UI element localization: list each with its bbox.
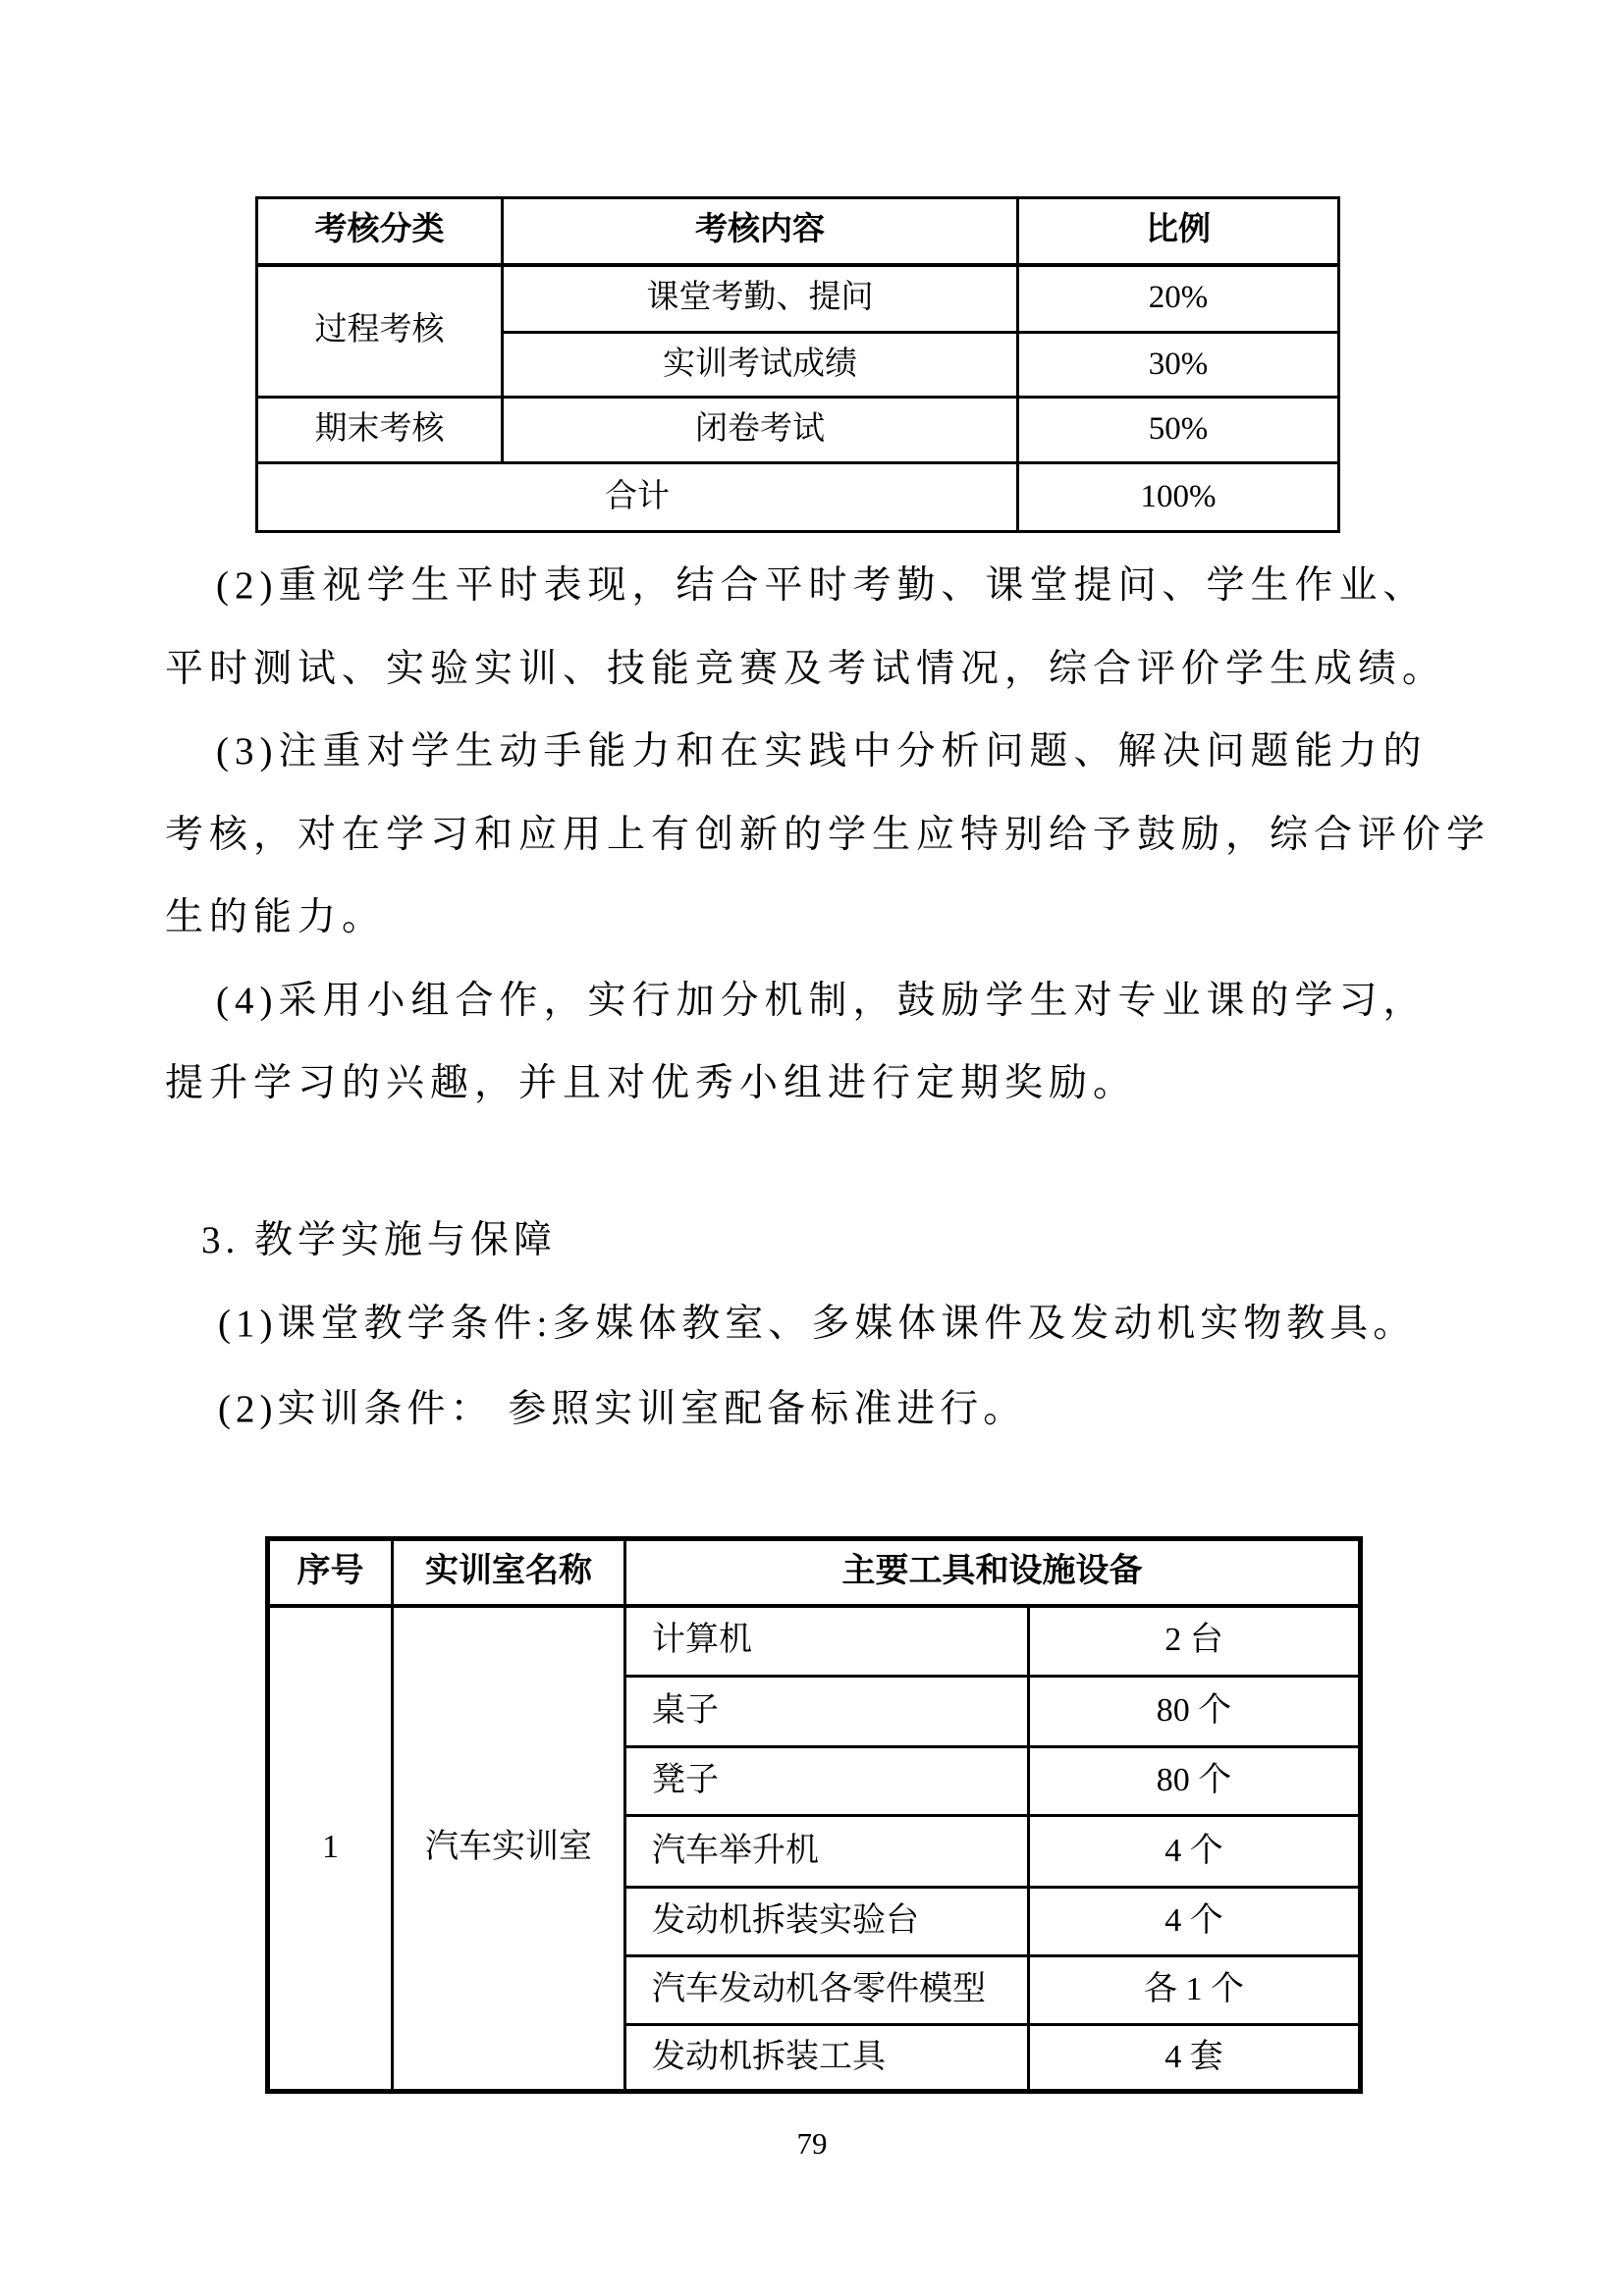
equipment-name-cell: 汽车举升机 — [625, 1816, 1029, 1888]
ratio-cell: 20% — [1018, 265, 1339, 333]
training-header-row — [268, 1539, 1361, 1606]
content-cell: 实训考试成绩 — [503, 333, 1018, 398]
equipment-name-cell: 汽车发动机各零件模型 — [625, 1956, 1029, 2025]
header-content: 考核内容 — [503, 198, 1018, 265]
header-room-name: 实训室名称 — [393, 1539, 625, 1606]
paragraph-line: 提升学习的兴趣，并且对优秀小组进行定期奖励。 — [165, 1062, 1138, 1104]
equipment-row — [268, 1606, 1361, 1677]
training-room-table — [265, 1536, 1363, 2094]
table-row — [257, 265, 1339, 333]
paragraph-line: (3)注重对学生动手能力和在实践中分析问题、解决问题能力的 — [216, 730, 1428, 773]
table-row-total — [257, 463, 1339, 532]
equipment-qty-cell: 80 个 — [1029, 1747, 1361, 1816]
header-ratio: 比例 — [1018, 198, 1339, 265]
assessment-table — [255, 196, 1340, 533]
header-tools: 主要工具和设施设备 — [625, 1539, 1361, 1606]
body-paragraphs — [165, 545, 1491, 1126]
equipment-qty-cell: 4 套 — [1029, 2025, 1361, 2092]
paragraph-line: 生的能力。 — [165, 896, 387, 938]
page-number: 79 — [796, 2126, 828, 2161]
room-name-cell: 汽车实训室 — [393, 1606, 625, 2092]
paragraph-line: (2)重视学生平时表现，结合平时考勤、课堂提问、学生作业、 — [216, 564, 1428, 607]
paragraph-line: 考核，对在学习和应用上有创新的学生应特别给予鼓励，综合评价学 — [165, 813, 1491, 856]
total-label-cell: 合计 — [257, 463, 1018, 532]
row-number-cell: 1 — [268, 1606, 393, 2092]
equipment-qty-cell: 80 个 — [1029, 1677, 1361, 1747]
header-category: 考核分类 — [257, 198, 503, 265]
section-item-2: (2)实训条件： 参照实训室配备标准进行。 — [218, 1388, 1027, 1430]
paragraph-line: (4)采用小组合作，实行加分机制，鼓励学生对专业课的学习， — [216, 979, 1428, 1022]
content-cell: 闭卷考试 — [503, 398, 1018, 463]
assessment-header-row — [257, 198, 1339, 265]
equipment-qty-cell: 各 1 个 — [1029, 1956, 1361, 2025]
equipment-name-cell: 桌子 — [625, 1677, 1029, 1747]
ratio-cell: 50% — [1018, 398, 1339, 463]
category-process-cell: 过程考核 — [257, 265, 503, 398]
equipment-name-cell: 计算机 — [625, 1606, 1029, 1677]
paragraph-line: 平时测试、实验实训、技能竞赛及考试情况，综合评价学生成绩。 — [165, 647, 1447, 690]
category-final-cell: 期末考核 — [257, 398, 503, 463]
table-row — [257, 398, 1339, 463]
equipment-name-cell: 发动机拆装实验台 — [625, 1888, 1029, 1956]
equipment-name-cell: 凳子 — [625, 1747, 1029, 1816]
equipment-name-cell: 发动机拆装工具 — [625, 2025, 1029, 2092]
section-heading: 3. 教学实施与保障 — [201, 1219, 558, 1261]
section-item-1: (1)课堂教学条件:多媒体教室、多媒体课件及发动机实物教具。 — [218, 1303, 1417, 1345]
content-cell: 课堂考勤、提问 — [503, 265, 1018, 333]
equipment-qty-cell: 4 个 — [1029, 1816, 1361, 1888]
equipment-qty-cell: 2 台 — [1029, 1606, 1361, 1677]
ratio-cell: 30% — [1018, 333, 1339, 398]
ratio-cell: 100% — [1018, 463, 1339, 532]
equipment-qty-cell: 4 个 — [1029, 1888, 1361, 1956]
header-number: 序号 — [268, 1539, 393, 1606]
